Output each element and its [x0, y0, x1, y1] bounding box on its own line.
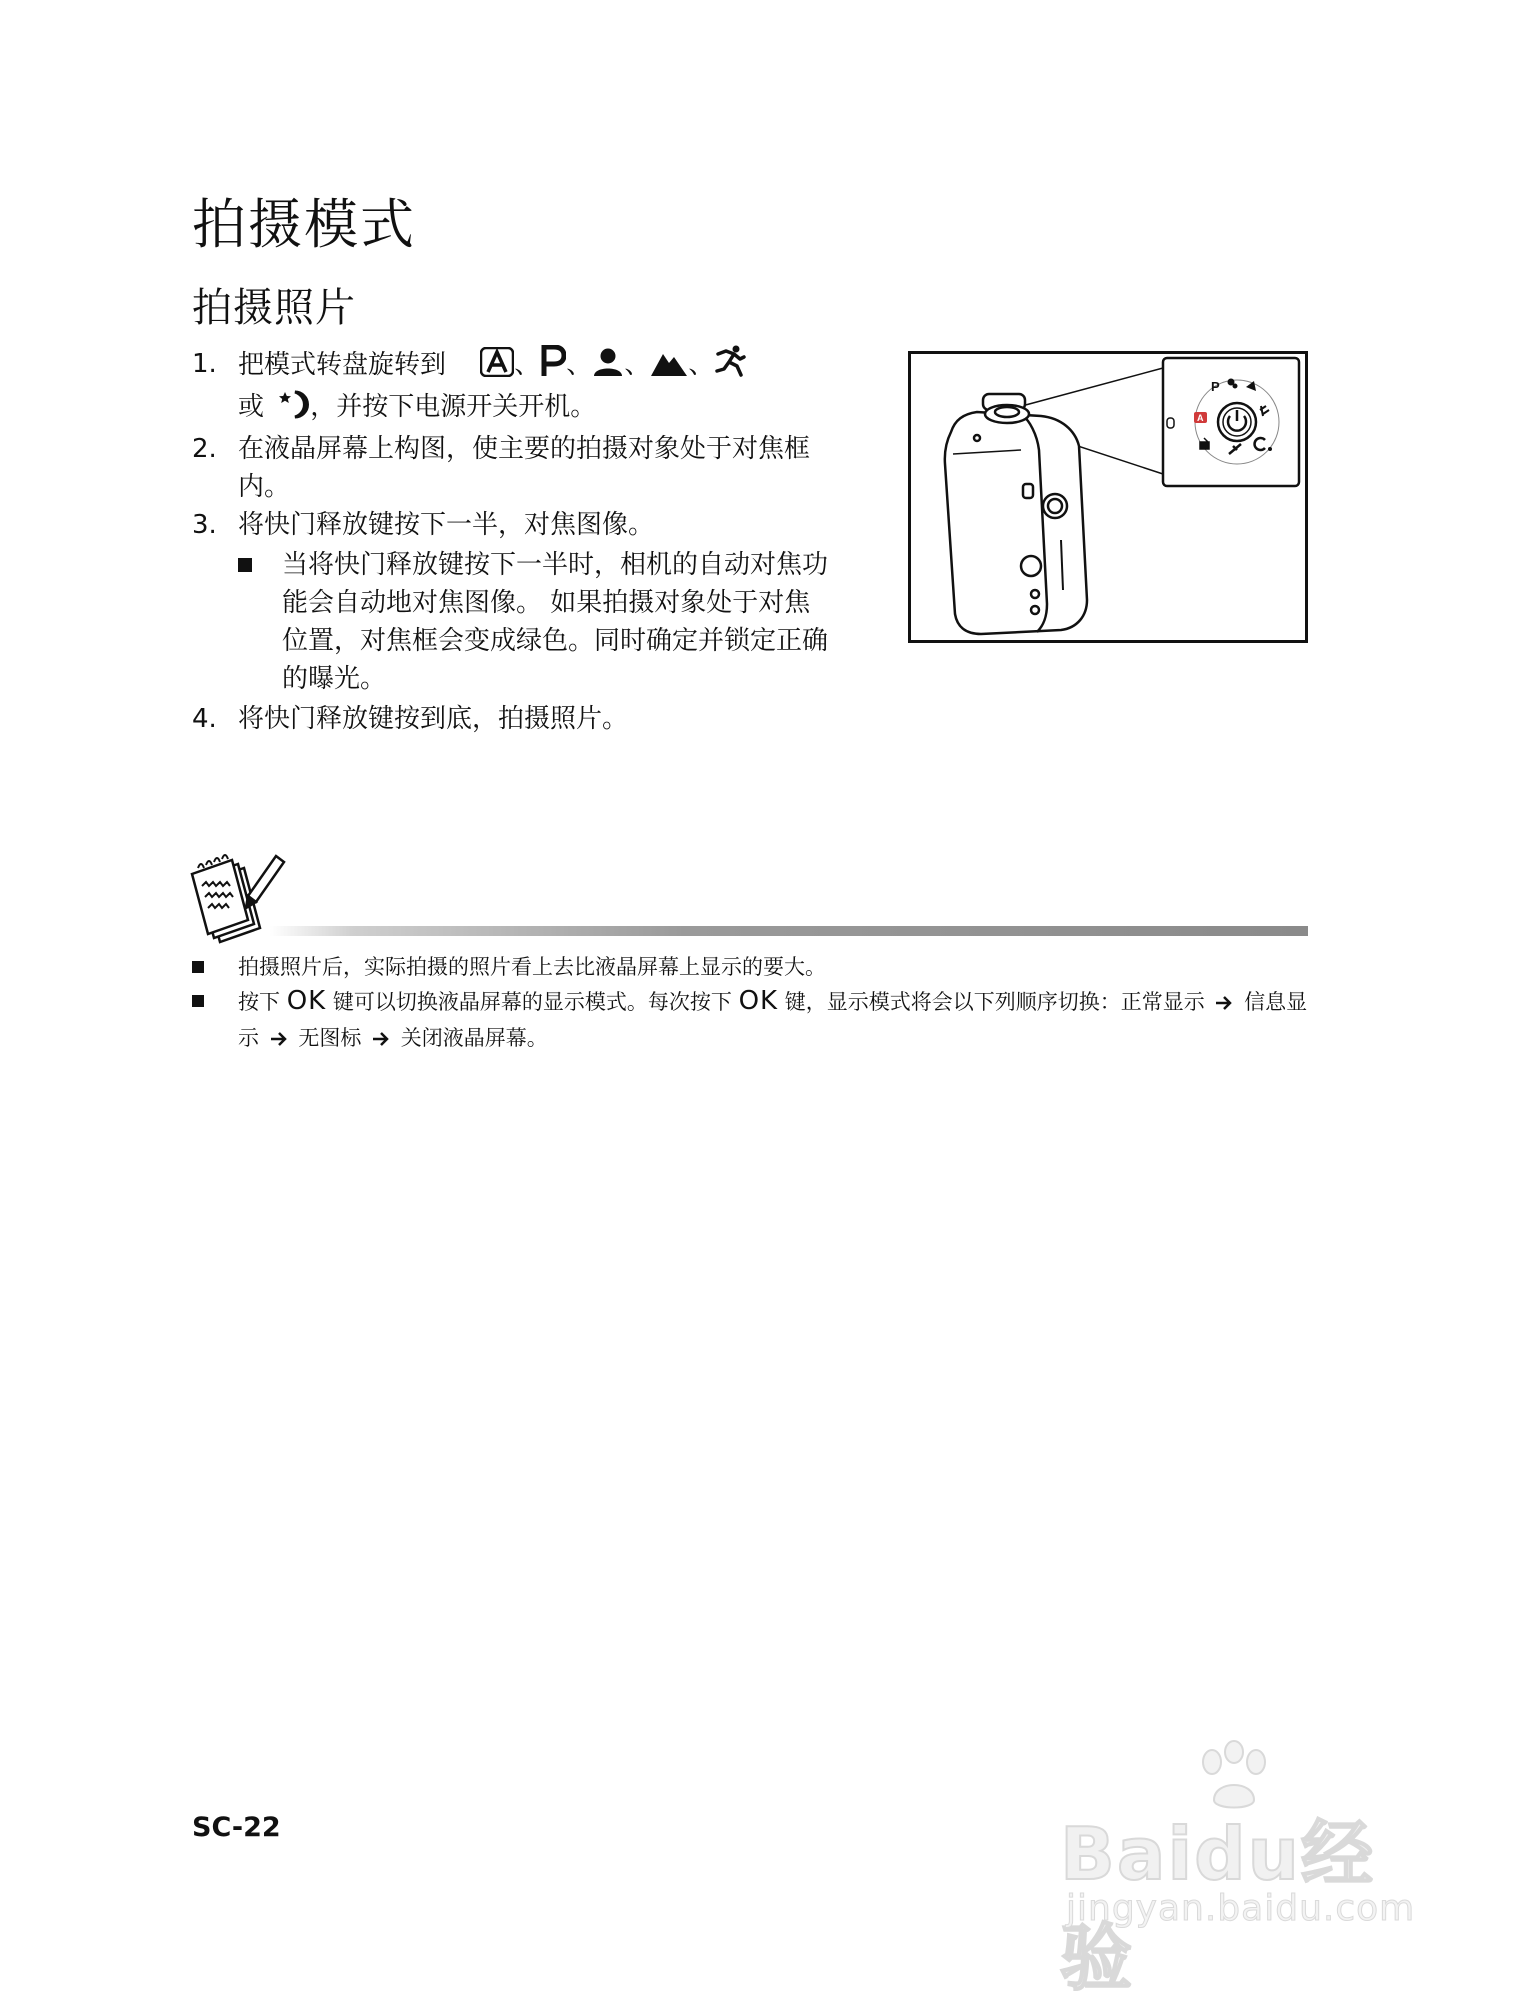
- arrow-right-icon: [372, 1023, 390, 1057]
- page-number: SC-22: [192, 1812, 281, 1843]
- arrow-right-icon: [270, 1023, 288, 1057]
- note-text: 无图标: [298, 1026, 362, 1050]
- step-3-subpoint: [192, 546, 832, 698]
- subpoint-text: 当将快门释放键按下一半时，相机的自动对焦功能会自动地对焦图像。 如果拍摄对象处于对焦位置，对焦框会变成绿色。同时确定并锁定正确的曝光。: [282, 550, 829, 694]
- step-number: 3.: [192, 510, 217, 540]
- step-text-or: 或: [238, 392, 265, 422]
- step-2: [192, 430, 832, 506]
- arrow-right-icon: [1215, 987, 1233, 1021]
- ok-key-label: OK: [738, 986, 779, 1016]
- page-title: 拍摄模式: [192, 193, 416, 256]
- program-mode-icon: [540, 345, 566, 388]
- watermark-url: jingyan.baidu.com: [1066, 1888, 1416, 1929]
- camera-body: [945, 394, 1087, 634]
- svg-text:P: P: [1211, 379, 1220, 394]
- separator: 、: [688, 350, 715, 380]
- step-3: [192, 506, 832, 544]
- note-item: [192, 950, 1312, 984]
- step-1: [192, 345, 832, 430]
- baidu-watermark: [1060, 1740, 1420, 2000]
- camera-dial-illustration: [908, 351, 1308, 643]
- step-text: 将快门释放键按到底，拍摄照片。: [238, 704, 629, 734]
- auto-mode-icon: [480, 347, 514, 388]
- watermark-logo: Baidu经验: [1060, 1812, 1375, 2000]
- note-text: 拍摄照片后，实际拍摄的照片看上去比液晶屏幕上显示的要大。: [238, 955, 826, 979]
- note-text: 信息显示: [238, 990, 1308, 1050]
- steps-list: [192, 345, 832, 738]
- note-item: [192, 984, 1312, 1057]
- bullet-square-icon: [238, 558, 252, 572]
- note-divider: [270, 926, 1308, 936]
- section-title: 拍摄照片: [192, 285, 356, 331]
- sports-mode-icon: [714, 345, 746, 388]
- separator: 、: [624, 350, 651, 380]
- separator: 、: [566, 350, 593, 380]
- step-text: ，并按下电源开关开机。: [310, 392, 597, 422]
- step-number: 4.: [192, 704, 217, 734]
- portrait-mode-icon: [592, 347, 624, 388]
- separator: 、: [514, 350, 541, 380]
- note-text: 键可以切换液晶屏幕的显示模式。每次按下: [332, 990, 732, 1014]
- note-text: 键，显示模式将会以下列顺序切换：正常显示: [784, 990, 1205, 1014]
- bullet-square-icon: [192, 995, 204, 1007]
- step-text: 在液晶屏幕上构图，使主要的拍摄对象处于对焦框内。: [238, 434, 811, 502]
- bullet-square-icon: [192, 961, 204, 973]
- ok-key-label: OK: [286, 986, 327, 1016]
- step-text: 将快门释放键按下一半，对焦图像。: [238, 510, 655, 540]
- note-text: 按下: [238, 990, 280, 1014]
- svg-text:A: A: [1197, 413, 1204, 423]
- notes-list: [192, 950, 1312, 1057]
- night-mode-icon: [278, 389, 310, 430]
- step-4: [192, 700, 832, 738]
- step-number: 2.: [192, 434, 217, 464]
- landscape-mode-icon: [650, 349, 688, 388]
- step-number: 1.: [192, 349, 217, 379]
- step-text: 把模式转盘旋转到: [238, 350, 447, 380]
- note-text: 关闭液晶屏幕。: [400, 1026, 548, 1050]
